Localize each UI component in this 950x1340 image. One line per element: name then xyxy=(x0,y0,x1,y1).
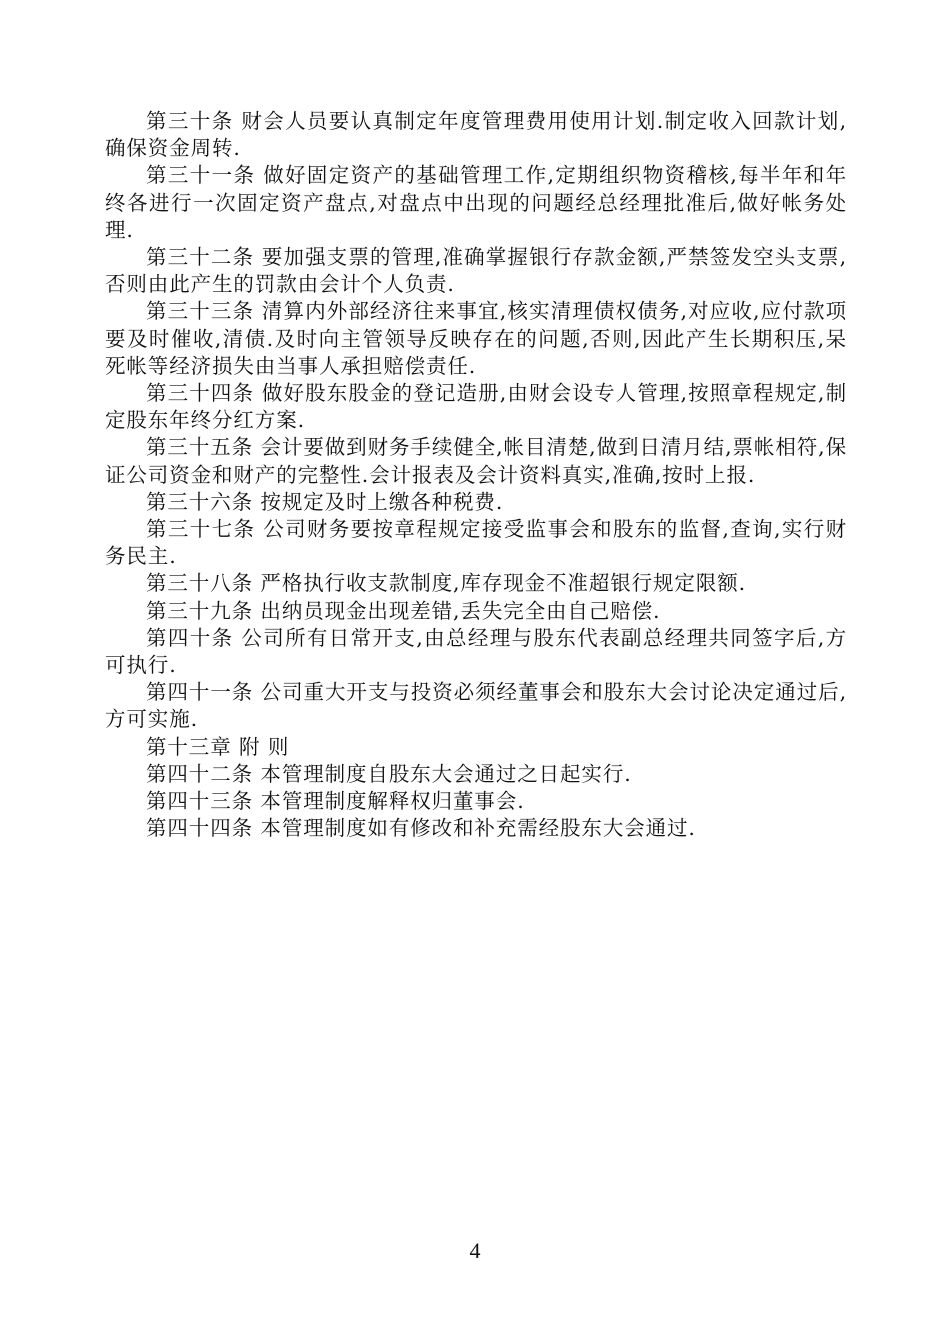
article-41-paragraph: 第四十一条 公司重大开支与投资必须经董事会和股东大会讨论决定通过后,方可实施. xyxy=(105,680,847,732)
article-34-paragraph: 第三十四条 做好股东股金的登记造册,由财会设专人管理,按照章程规定,制定股东年终分红方案. xyxy=(105,381,847,433)
article-39-paragraph: 第三十九条 出纳员现金出现差错,丢失完全由自己赔偿. xyxy=(146,598,661,623)
article-32-paragraph: 第三十二条 要加强支票的管理,准确掌握银行存款金额,严禁签发空头支票,否则由此产生的罚款由会计个人负责. xyxy=(105,245,847,297)
article-37-paragraph: 第三十七条 公司财务要按章程规定接受监事会和股东的监督,查询,实行财务民主. xyxy=(105,517,847,569)
page-number: 4 xyxy=(469,1238,481,1263)
article-43-paragraph: 第四十三条 本管理制度解释权归董事会. xyxy=(146,789,525,814)
article-42-paragraph: 第四十二条 本管理制度自股东大会通过之日起实行. xyxy=(146,761,632,786)
chapter-13-heading: 第十三章 附 则 xyxy=(146,734,290,759)
article-31-paragraph: 第三十一条 做好固定资产的基础管理工作,定期组织物资稽核,每半年和年终各进行一次固定资产盘点,对盘点中出现的问题经总经理批准后,做好帐务处理. xyxy=(105,163,847,242)
article-38-paragraph: 第三十八条 严格执行收支款制度,库存现金不准超银行规定限额. xyxy=(146,571,747,596)
article-40-paragraph: 第四十条 公司所有日常开支,由总经理与股东代表副总经理共同签字后,方可执行. xyxy=(105,625,847,678)
article-30-paragraph: 第三十条 财会人员要认真制定年度管理费用使用计划.制定收入回款计划,确保资金周转. xyxy=(105,109,847,161)
document-body xyxy=(105,108,847,842)
article-33-paragraph: 第三十三条 清算内外部经济往来事宜,核实清理债权债务,对应收,应付款项要及时催收,清债.及时向主管领导反映存在的问题,否则,因此产生长期积压,呆死帐等经济损失由当事人承担赔偿责任. xyxy=(105,299,847,378)
article-36-paragraph: 第三十六条 按规定及时上缴各种税费. xyxy=(146,489,504,514)
article-35-paragraph: 第三十五条 会计要做到财务手续健全,帐目清楚,做到日清月结,票帐相符,保证公司资金和财产的完整性.会计报表及会计资料真实,准确,按时上报. xyxy=(105,435,847,487)
article-44-paragraph: 第四十四条 本管理制度如有修改和补充需经股东大会通过. xyxy=(146,816,696,841)
